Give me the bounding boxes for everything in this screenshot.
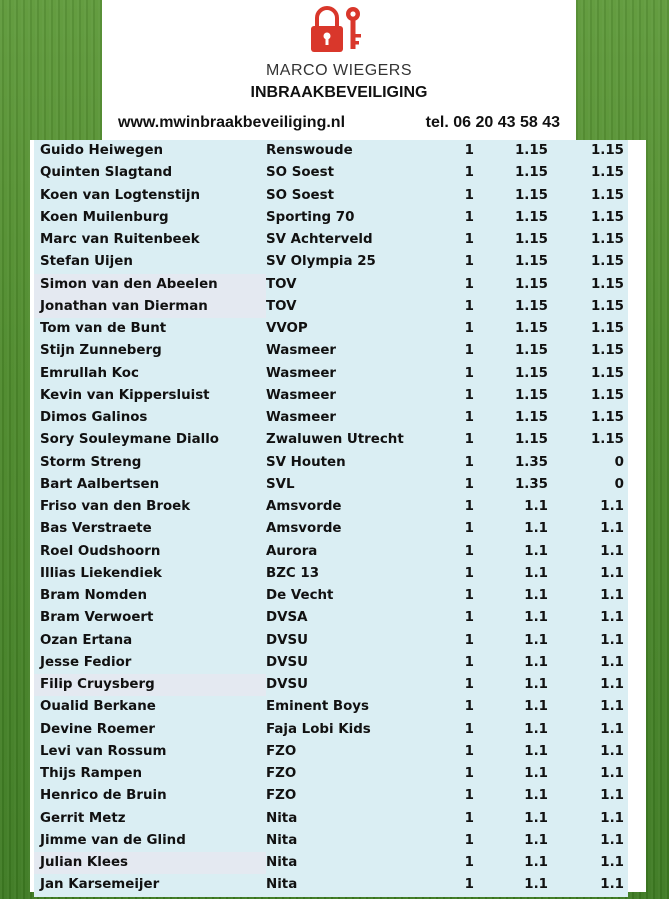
count-cell: 1 <box>464 232 474 247</box>
table-row <box>34 496 628 518</box>
club-name: Aurora <box>266 543 318 559</box>
count-cell: 1 <box>464 543 474 559</box>
club-name: SV Achterveld <box>266 232 373 247</box>
count-cell: 1 <box>464 766 474 781</box>
value-b-cell: 1.1 <box>600 810 624 826</box>
count-cell: 1 <box>464 743 474 759</box>
value-a-cell: 1.1 <box>524 499 548 514</box>
club-name: DVSU <box>266 677 308 692</box>
value-a-cell: 1.15 <box>514 387 548 403</box>
value-b-cell: 1.1 <box>600 766 624 781</box>
club-name: Amsvorde <box>266 499 342 514</box>
player-name: Jimme van de Glind <box>40 832 186 848</box>
value-a-cell: 1.15 <box>514 432 548 448</box>
value-b-cell: 1.15 <box>590 276 624 292</box>
player-name: Filip Cruysberg <box>34 674 266 696</box>
player-table <box>30 140 646 892</box>
club-name: TOV <box>266 276 297 292</box>
table-row <box>34 363 628 385</box>
website-link[interactable]: www.mwinbraakbeveiliging.nl <box>118 114 346 131</box>
value-a-cell: 1.1 <box>524 588 548 603</box>
player-name: Devine Roemer <box>40 721 156 737</box>
value-a-cell: 1.35 <box>514 454 548 470</box>
player-name: Quinten Slagtand <box>40 165 173 181</box>
club-name: Wasmeer <box>266 343 337 359</box>
count-cell: 1 <box>464 454 474 470</box>
count-cell: 1 <box>464 321 474 336</box>
table-row <box>34 785 628 807</box>
player-name: Sory Souleymane Diallo <box>40 432 220 448</box>
count-cell: 1 <box>464 209 474 225</box>
table-row <box>34 162 628 184</box>
value-a-cell: 1.15 <box>514 143 548 158</box>
player-name: Guido Heiwegen <box>40 143 164 158</box>
table-row <box>34 140 628 162</box>
value-b-cell: 1.1 <box>600 877 624 893</box>
brand-subtitle: INBRAAKBEVEILIGING <box>250 84 428 101</box>
player-name: Jan Karsemeijer <box>40 877 160 893</box>
value-b-cell: 1.15 <box>590 432 624 448</box>
count-cell: 1 <box>464 855 474 870</box>
table-row <box>34 607 628 629</box>
player-name: Gerrit Metz <box>40 810 126 826</box>
player-name: Levi van Rossum <box>40 743 167 759</box>
value-b-cell: 0 <box>614 476 624 492</box>
count-cell: 1 <box>464 298 474 314</box>
player-name: Jesse Fedior <box>40 654 132 670</box>
club-name: BZC 13 <box>266 565 320 581</box>
player-name: Marc van Ruitenbeek <box>40 232 200 247</box>
value-a-cell: 1.1 <box>524 565 548 581</box>
table-row <box>34 674 628 696</box>
club-name: Nita <box>266 855 298 870</box>
value-a-cell: 1.15 <box>514 187 548 203</box>
table-row <box>34 808 628 830</box>
value-a-cell: 1.1 <box>524 699 548 715</box>
count-cell: 1 <box>464 365 474 381</box>
value-b-cell: 1.1 <box>600 721 624 737</box>
player-name: Stijn Zunneberg <box>40 343 162 359</box>
table-row <box>34 830 628 852</box>
club-name: Faja Lobi Kids <box>266 721 371 737</box>
value-b-cell: 1.15 <box>590 254 624 270</box>
table-body <box>34 140 628 897</box>
value-b-cell: 1.15 <box>590 209 624 225</box>
player-name: Dimos Galinos <box>40 410 148 425</box>
count-cell: 1 <box>464 499 474 514</box>
club-name: Eminent Boys <box>266 699 370 715</box>
value-a-cell: 1.15 <box>514 232 548 247</box>
club-name: SV Olympia 25 <box>266 254 376 270</box>
count-cell: 1 <box>464 476 474 492</box>
value-a-cell: 1.15 <box>514 254 548 270</box>
value-a-cell: 1.1 <box>524 521 548 537</box>
club-name: Wasmeer <box>266 365 337 381</box>
value-b-cell: 1.1 <box>600 788 624 804</box>
table-row <box>34 296 628 318</box>
table-row <box>34 719 628 741</box>
count-cell: 1 <box>464 276 474 292</box>
club-name: FZO <box>266 788 297 804</box>
club-name: FZO <box>266 743 297 759</box>
value-a-cell: 1.1 <box>524 810 548 826</box>
player-name: Bram Verwoert <box>40 610 154 626</box>
count-cell: 1 <box>464 721 474 737</box>
value-b-cell: 1.1 <box>600 499 624 514</box>
value-a-cell: 1.1 <box>524 855 548 870</box>
count-cell: 1 <box>464 187 474 203</box>
count-cell: 1 <box>464 143 474 158</box>
value-a-cell: 1.1 <box>524 654 548 670</box>
table-row <box>34 541 628 563</box>
table-row <box>34 763 628 785</box>
table-row <box>34 185 628 207</box>
value-b-cell: 1.1 <box>600 588 624 603</box>
value-a-cell: 1.1 <box>524 788 548 804</box>
club-name: De Vecht <box>266 588 334 603</box>
player-name: Illias Liekendiek <box>40 565 162 581</box>
value-b-cell: 1.15 <box>590 298 624 314</box>
value-a-cell: 1.15 <box>514 209 548 225</box>
value-a-cell: 1.15 <box>514 165 548 181</box>
value-b-cell: 1.15 <box>590 143 624 158</box>
table-row <box>34 874 628 896</box>
player-name: Tom van de Bunt <box>40 321 167 336</box>
club-name: TOV <box>266 298 297 314</box>
value-a-cell: 1.15 <box>514 343 548 359</box>
count-cell: 1 <box>464 254 474 270</box>
player-name: Friso van den Broek <box>40 499 191 514</box>
value-a-cell: 1.1 <box>524 677 548 692</box>
phone-number: tel. 06 20 43 58 43 <box>425 114 560 131</box>
player-name: Bart Aalbertsen <box>40 476 160 492</box>
table-row <box>34 229 628 251</box>
count-cell: 1 <box>464 343 474 359</box>
count-cell: 1 <box>464 632 474 648</box>
table-row <box>34 429 628 451</box>
value-a-cell: 1.15 <box>514 276 548 292</box>
value-a-cell: 1.1 <box>524 543 548 559</box>
value-a-cell: 1.15 <box>514 410 548 425</box>
club-name: Amsvorde <box>266 521 342 537</box>
player-name: Kevin van Kippersluist <box>40 387 210 403</box>
table-row <box>34 652 628 674</box>
club-name: Renswoude <box>266 143 353 158</box>
count-cell: 1 <box>464 521 474 537</box>
value-a-cell: 1.1 <box>524 721 548 737</box>
value-a-cell: 1.15 <box>514 321 548 336</box>
player-name: Simon van den Abeelen <box>34 274 266 296</box>
club-name: SVL <box>266 476 295 492</box>
club-name: Nita <box>266 877 298 893</box>
club-name: FZO <box>266 766 297 781</box>
count-cell: 1 <box>464 788 474 804</box>
count-cell: 1 <box>464 165 474 181</box>
player-name: Ozan Ertana <box>40 632 133 648</box>
count-cell: 1 <box>464 610 474 626</box>
count-cell: 1 <box>464 810 474 826</box>
value-a-cell: 1.35 <box>514 476 548 492</box>
club-name: SO Soest <box>266 187 334 203</box>
count-cell: 1 <box>464 677 474 692</box>
table-row <box>34 852 628 874</box>
count-cell: 1 <box>464 410 474 425</box>
count-cell: 1 <box>464 654 474 670</box>
value-b-cell: 1.15 <box>590 187 624 203</box>
lock-key-icon <box>307 4 367 54</box>
club-name: Wasmeer <box>266 410 337 425</box>
count-cell: 1 <box>464 588 474 603</box>
table-row <box>34 474 628 496</box>
value-b-cell: 1.1 <box>600 855 624 870</box>
count-cell: 1 <box>464 877 474 893</box>
club-name: Nita <box>266 832 298 848</box>
value-b-cell: 1.1 <box>600 699 624 715</box>
value-b-cell: 1.1 <box>600 543 624 559</box>
club-name: DVSU <box>266 632 308 648</box>
player-name: Emrullah Koc <box>40 365 139 381</box>
value-a-cell: 1.15 <box>514 365 548 381</box>
player-name: Oualid Berkane <box>40 699 156 715</box>
value-b-cell: 1.1 <box>600 610 624 626</box>
table-row <box>34 274 628 296</box>
player-name: Thijs Rampen <box>40 766 142 781</box>
player-name: Stefan Uijen <box>40 254 133 270</box>
table-row <box>34 318 628 340</box>
table-row <box>34 741 628 763</box>
value-b-cell: 1.15 <box>590 410 624 425</box>
value-b-cell: 1.1 <box>600 565 624 581</box>
table-row <box>34 518 628 540</box>
value-a-cell: 1.1 <box>524 632 548 648</box>
table-row <box>34 696 628 718</box>
value-a-cell: 1.1 <box>524 610 548 626</box>
club-name: VVOP <box>266 321 308 336</box>
value-b-cell: 1.1 <box>600 677 624 692</box>
value-a-cell: 1.1 <box>524 766 548 781</box>
value-b-cell: 1.15 <box>590 321 624 336</box>
club-name: Nita <box>266 810 298 826</box>
player-name: Bas Verstraete <box>40 521 152 537</box>
player-name: Koen Muilenburg <box>40 209 169 225</box>
club-name: DVSU <box>266 654 308 670</box>
count-cell: 1 <box>464 565 474 581</box>
sponsor-header <box>102 0 576 140</box>
table-row <box>34 385 628 407</box>
table-row <box>34 452 628 474</box>
value-b-cell: 1.15 <box>590 365 624 381</box>
club-name: Wasmeer <box>266 387 337 403</box>
count-cell: 1 <box>464 387 474 403</box>
club-name: Sporting 70 <box>266 209 355 225</box>
value-a-cell: 1.1 <box>524 743 548 759</box>
value-a-cell: 1.1 <box>524 832 548 848</box>
value-b-cell: 1.15 <box>590 343 624 359</box>
value-b-cell: 0 <box>614 454 624 470</box>
table-row <box>34 340 628 362</box>
value-a-cell: 1.1 <box>524 877 548 893</box>
club-name: SO Soest <box>266 165 334 181</box>
count-cell: 1 <box>464 432 474 448</box>
player-name: Julian Klees <box>34 852 266 874</box>
player-name: Koen van Logtenstijn <box>40 187 200 203</box>
player-name: Bram Nomden <box>40 588 148 603</box>
value-b-cell: 1.1 <box>600 743 624 759</box>
value-b-cell: 1.1 <box>600 654 624 670</box>
value-b-cell: 1.1 <box>600 632 624 648</box>
table-row <box>34 407 628 429</box>
table-row <box>34 585 628 607</box>
table-row <box>34 563 628 585</box>
club-name: DVSA <box>266 610 308 626</box>
table-row <box>34 251 628 273</box>
value-a-cell: 1.15 <box>514 298 548 314</box>
table-row <box>34 630 628 652</box>
value-b-cell: 1.15 <box>590 165 624 181</box>
count-cell: 1 <box>464 699 474 715</box>
player-name: Storm Streng <box>40 454 142 470</box>
value-b-cell: 1.15 <box>590 232 624 247</box>
player-name: Roel Oudshoorn <box>40 543 161 559</box>
player-name: Henrico de Bruin <box>40 788 167 804</box>
value-b-cell: 1.1 <box>600 832 624 848</box>
club-name: SV Houten <box>266 454 346 470</box>
brand-name: MARCO WIEGERS <box>265 62 413 79</box>
count-cell: 1 <box>464 832 474 848</box>
table-row <box>34 207 628 229</box>
player-name: Jonathan van Dierman <box>34 296 266 318</box>
club-name: Zwaluwen Utrecht <box>266 432 404 448</box>
value-b-cell: 1.1 <box>600 521 624 537</box>
value-b-cell: 1.15 <box>590 387 624 403</box>
